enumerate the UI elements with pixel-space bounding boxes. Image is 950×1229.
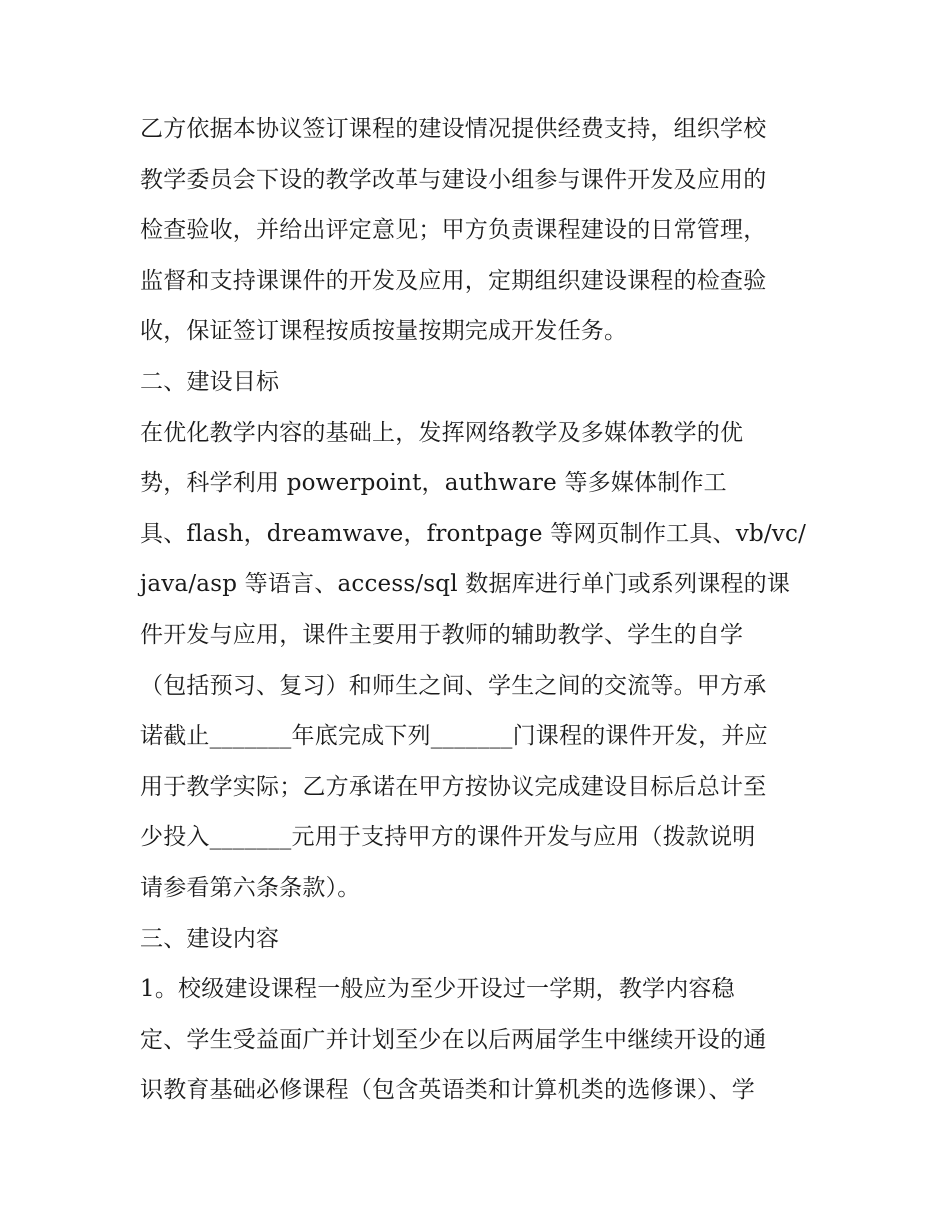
paragraph-line: 教学委员会下设的教学改革与建设小组参与课件开发及应用的 — [140, 166, 767, 193]
paragraph-line: 收，保证签订课程按质按量按期完成开发任务。 — [140, 318, 628, 345]
section-heading: 二、建设目标 — [140, 368, 280, 395]
document-body — [140, 104, 820, 1116]
paragraph-line: 少投入_______元用于支持甲方的课件开发与应用（拨款说明 — [140, 824, 756, 851]
paragraph-line: 件开发与应用，课件主要用于教师的辅助教学、学生的自学 — [140, 621, 744, 648]
paragraph-line: 1。校级建设课程一般应为至少开设过一学期，教学内容稳 — [140, 976, 735, 1003]
paragraph-line: 在优化教学内容的基础上，发挥网络教学及多媒体教学的优 — [140, 419, 744, 446]
paragraph-line: 请参看第六条条款）。 — [140, 874, 361, 901]
paragraph-line: 具、flash，dreamwave，frontpage 等网页制作工具、vb/vc/ — [140, 520, 807, 547]
paragraph-line: 检查验收，并给出评定意见；甲方负责课程建设的日常管理， — [140, 217, 767, 244]
section-heading: 三、建设内容 — [140, 925, 280, 952]
paragraph-line: 乙方依据本协议签订课程的建设情况提供经费支持，组织学校 — [140, 116, 767, 142]
paragraph-line: 监督和支持课课件的开发及应用，定期组织建设课程的检查验 — [140, 267, 767, 294]
paragraph-line: 诺截止_______年底完成下列_______门课程的课件开发，并应 — [140, 723, 768, 750]
paragraph-line: （包括预习、复习）和师生之间、学生之间的交流等。甲方承 — [140, 672, 767, 699]
paragraph-line: 用于教学实际；乙方承诺在甲方按协议完成建设目标后总计至 — [140, 773, 767, 800]
paragraph-line: 识教育基础必修课程（包含英语类和计算机类的选修课）、学 — [140, 1077, 755, 1104]
paragraph-line: java/asp 等语言、access/sql 数据库进行单门或系列课程的课 — [140, 571, 791, 598]
paragraph-line: 定、学生受益面广并计划至少在以后两届学生中继续开设的通 — [140, 1026, 767, 1053]
paragraph-line: 势，科学利用 powerpoint，authware 等多媒体制作工 — [140, 470, 727, 497]
